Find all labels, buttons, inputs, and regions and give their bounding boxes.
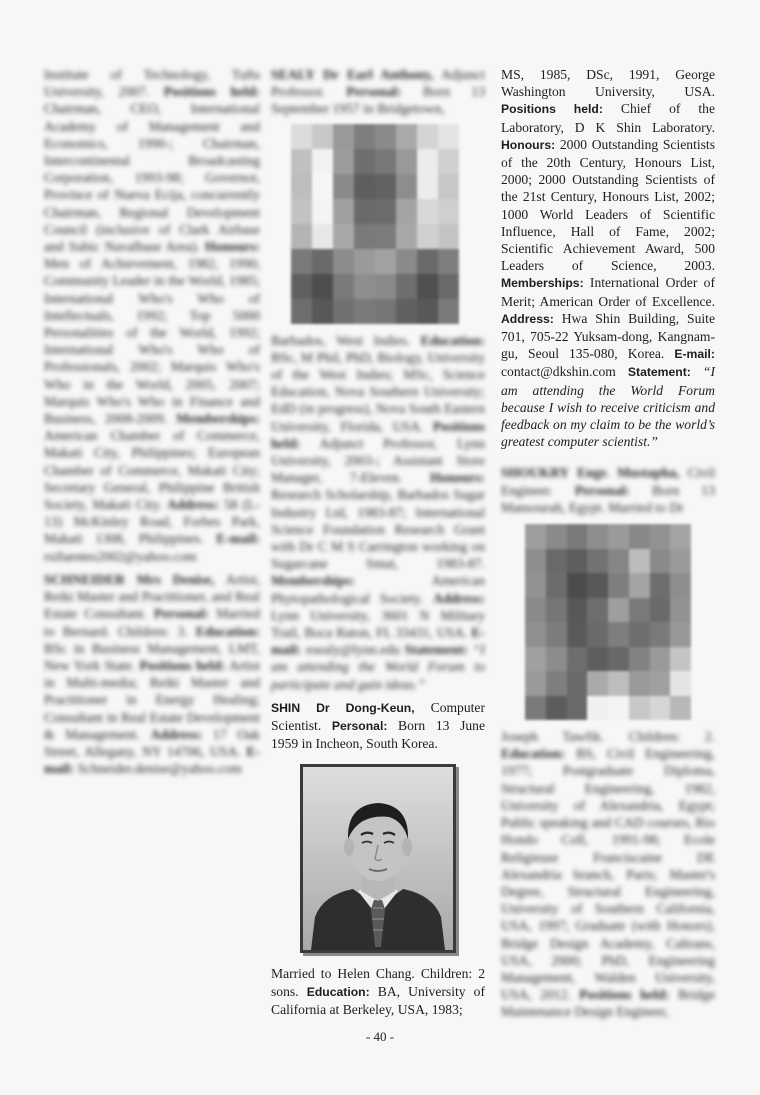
entry-name: SHIN Dr Dong-Keun,: [271, 700, 415, 715]
statement-label: Statement:: [627, 365, 691, 380]
pixelated-portrait-photo-2: [525, 524, 691, 720]
memberships-text: International Order of Merit; American Order of Excellence.: [501, 275, 715, 309]
personal-label: Personal:: [331, 719, 388, 734]
email-label: E-mail:: [674, 347, 715, 362]
education-text: BA, University of California at Berkeley, USA, 1983;: [271, 983, 485, 1017]
column-left-blurred: Institute of Technology, Tufts University, 2007. Positions held: Chairman, CEO, International Academy of Management and Economics, 1990-; Chairman, Intercontinental Broadcasting Corporation, 1993-98; Governor, Province of Nueva Ecija, concurrently Chairman, Regional Development Council (inclusive of Clark Airbase and Subic Navalbase Area). Honours: Men of Achievement, 1982, 1990; Community Leader in the World, 1985; International Who's Who of Intellectuals, 1992; Top 5000 Personalities of the World, 1992; International Who's Who of Professionals, 2002; Marquis Who's Who in the World, 2005, 2007; Marquis Who's Who in Finance and Business, 2008-2009. Memberships: American Chamber of Commerce, Makati City, Philippines; European Chamber of Commerce, Makati City; Secretary General, Philippine British Society, Makati City. Address: 58 (L-13) McKinley Road, Forbes Park, Makati 1308, Philippines. E-mail: rsifuentes2002@yahoo.com SCHNEIDER Mrs Denise, Artist, Reiki Master and Practitioner, and Real Estate Consultant. Personal: Married to Bernard. Children: 3. Education: BSc in Business Management, LMT, New York State. Positions held: Artist in Multi-media; Reiki Master and Practitioner in Energy Healing; Consultant in Real Estate Development & Management. Address: 17 Oak Street, Allegany, NY 14706, USA. E-mail: Schneider.denise@yahoo.com: [44, 67, 261, 777]
personal-text: Born 13 June 1959 in Incheon, South Korea.: [271, 718, 485, 752]
entry-occupation: Computer Scientist.: [271, 699, 485, 734]
portrait-photo: [300, 764, 456, 953]
address-text: Hwa Shin Building, Suite 701, 705-22 Yuksam-dong, Kangnam-gu, Seoul 135-080, Korea.: [501, 310, 715, 362]
column-middle: SEALY Dr Earl Anthony, Adjunct Professor. Personal: Born 13 September 1957 in Bridgetown, Barbados, West Indies. Education: BSc, M Phil, PhD, Biology, University of the West Indies; MSc, Science Education, Nova Southern University; EdD (in progress), Nova South Eastern University, Florida, USA. Positions held: Adjunct Professor, Lynn University, 2003-; Assistant Store Manager, 7-Eleven. Honours: Research Scholarship, Barbados Sugar Industry Ltd, 1983-87; International Science Foundation Research Grant with Dr C M S Carrington working on Sugarcane Smut, 1983-87. Memberships: American Phytopathological Society. Address: Lynn University, 3601 N Military Trail, Boca Raton, FL 33431, USA. E-mail: esealy@lynn.edu Statement: “I am attending the World Forum to participate and gain ideas.” SHIN Dr Dong-Keun, Computer Scientist. Personal: Born 13 June 1959 in Incheon, South Korea. Married to Helen Chang. Children: 2 sons. Education: BA, University of California at Berkeley, USA, 1983;: [271, 67, 485, 1017]
address-label: Address:: [501, 311, 554, 326]
honours-label: Honours:: [501, 137, 556, 152]
pixelated-portrait-photo: [291, 124, 459, 324]
portrait-illustration: [303, 767, 453, 950]
page-number: - 40 -: [365, 1029, 395, 1044]
education-label: Education:: [306, 984, 370, 999]
memberships-label: Memberships:: [501, 276, 584, 291]
email-text: contact@dkshin.com: [501, 364, 616, 380]
degrees-text: MS, 1985, DSc, 1991, George Washington University, USA.: [501, 67, 715, 100]
positions-label: Positions held:: [501, 102, 603, 117]
personal-continued: Married to Helen Chang. Children: 2 sons.: [271, 966, 485, 999]
positions-text: Chief of the Laboratory, D K Shin Laboratory.: [501, 101, 715, 135]
honours-text: 2000 Outstanding Scientists of the 20th Century, Honours List, 2000; 2000 Outstanding Scientists of the 21st Century, Honours List, 2002; 1000 World Leaders of Scientific Influence, Hall of Fame, 2002; Scientific Achievement Award, 500 Leaders of Science, 2003.: [501, 136, 715, 274]
column-right: MS, 1985, DSc, 1991, George Washington University, USA. Positions held: Chief of the Laboratory, D K Shin Laboratory. Honours: 2000 Outstanding Scientists of the 20th Century, Honours List, 2000; 2000 Outstanding Scientists of the 21st Century, Honours List, 2002; 1000 World Leaders of Scientific Influence, Hall of Fame, 2002; Scientific Achievement Award, 500 Leaders of Science, 2003. Memberships: International Order of Merit; American Order of Excellence. Address: Hwa Shin Building, Suite 701, 705-22 Yuksam-dong, Kangnam-gu, Seoul 135-080, Korea. E-mail: contact@dkshin.com Statement: “I am attending the World Forum because I wish to receive criticism and feedback on my claim to be the world’s greatest computer scientist.” SHOUKRY Engr. Mustapha, Civil Engineer. Personal: Born 13 Mansourah, Egypt. Married to Dr Joseph Tawfik. Children: 2. Education: BS, Civil Engineering, 1977; Postgraduate Diploma, Structural Engineering, 1982, University of Alexandria, Egypt; Public speaking and CAD courses, Rio Hondo Coll, 1991-98; Ecole Religieuse Franciscaine DE Alexandria branch, Paris; Master's Degree, Structural Engineering, University of Southern California, USA, 1997; Graduate (with Honors), Bridge Design Academy, Caltrans, USA, 2000; PhD, Engineering Management, Walden University, USA, 2012. Positions held: Bridge Maintenance Design Engineer,: [501, 67, 715, 1020]
statement-text: “I am attending the World Forum because I wish to receive criticism and feedback on my claim to be the world’s greatest computer scientist.”: [501, 364, 715, 450]
